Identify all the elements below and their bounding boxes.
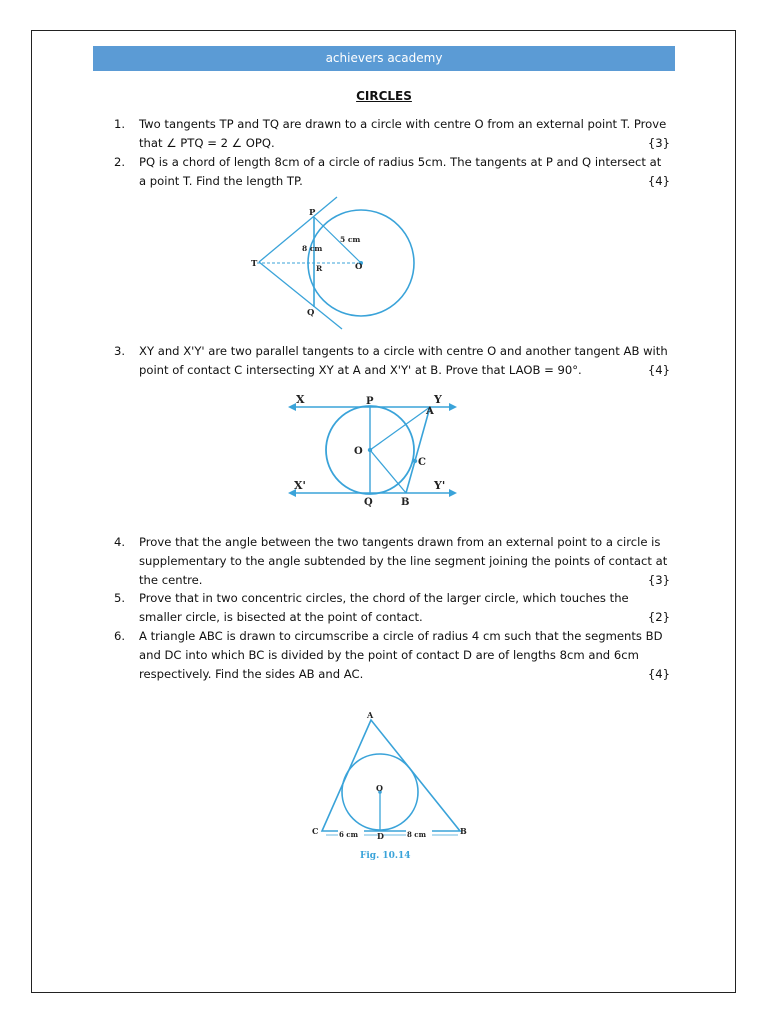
figure-tangents-chord xyxy=(245,195,425,335)
question-1 xyxy=(114,115,670,153)
question-number: 1. xyxy=(114,117,126,131)
question-text: XY and X'Y' are two parallel tangents to a circle with centre O and another tangent AB with point of contact C intersecting XY at A and X'Y' at B. Prove that LAOB = 90°. xyxy=(139,344,668,377)
label-t: T xyxy=(251,259,258,269)
question-marks: {4} xyxy=(647,174,670,188)
label-xp: X' xyxy=(294,479,306,492)
label-chord-length: 8 cm xyxy=(302,244,323,253)
label-a: A xyxy=(426,406,434,417)
figure-parallel-tangents xyxy=(280,388,470,510)
arrow-yp xyxy=(449,489,457,497)
label-db-length: 8 cm xyxy=(407,830,426,839)
question-number: 6. xyxy=(114,629,126,643)
label-o: O xyxy=(354,446,363,457)
header-bar xyxy=(93,46,675,71)
tangent-tp xyxy=(259,197,337,262)
question-text: A triangle ABC is drawn to circumscribe a circle of radius 4 cm such that the segments BD and DC into which BC is divided by the point of contact D are of lengths 8cm and 6cm respectively. Find the sides AB and AC. xyxy=(139,629,663,681)
question-number: 5. xyxy=(114,591,126,605)
label-y: Y xyxy=(434,393,442,406)
label-x: X xyxy=(296,393,305,406)
segment-ob xyxy=(370,450,406,493)
label-r: R xyxy=(316,264,323,273)
label-b: B xyxy=(460,826,467,836)
question-6 xyxy=(114,627,670,684)
figure-incircle-triangle xyxy=(308,706,473,866)
label-radius: 5 cm xyxy=(340,235,361,244)
question-marks: {4} xyxy=(647,363,670,377)
label-yp: Y' xyxy=(434,479,446,492)
arrow-y xyxy=(449,403,457,411)
question-2 xyxy=(114,153,670,191)
triangle-abc xyxy=(322,720,460,831)
question-marks: {3} xyxy=(647,136,670,150)
question-text: Two tangents TP and TQ are drawn to a circle with centre O from an external point T. Prove that ∠ PTQ = 2 ∠ OPQ. xyxy=(139,117,667,150)
question-marks: {2} xyxy=(647,610,670,624)
label-q: Q xyxy=(307,308,315,318)
arrow-x xyxy=(288,403,296,411)
question-5 xyxy=(114,589,670,627)
label-d: D xyxy=(377,831,384,841)
label-c: C xyxy=(418,457,426,468)
header-title: achievers academy xyxy=(325,51,443,65)
question-number: 3. xyxy=(114,344,126,358)
label-cd-length: 6 cm xyxy=(339,830,358,839)
label-q: Q xyxy=(364,497,373,508)
question-number: 4. xyxy=(114,535,126,549)
centre-o-point xyxy=(368,448,372,452)
tangent-ab xyxy=(406,407,430,493)
question-marks: {3} xyxy=(647,573,670,587)
question-text: Prove that in two concentric circles, the chord of the larger circle, which touches the smaller circle, is bisected at the point of contact. xyxy=(139,591,629,624)
question-number: 2. xyxy=(114,155,126,169)
label-a: A xyxy=(367,710,374,720)
section-title: CIRCLES xyxy=(356,89,412,103)
question-text: PQ is a chord of length 8cm of a circle of radius 5cm. The tangents at P and Q intersect at a point T. Find the length TP. xyxy=(139,155,662,188)
segment-oa xyxy=(370,407,430,450)
question-3 xyxy=(114,342,670,380)
figure-caption: Fig. 10.14 xyxy=(360,851,411,861)
question-marks: {4} xyxy=(647,667,670,681)
question-text: Prove that the angle between the two tangents drawn from an external point to a circle is supplementary to the angle subtended by the line segment joining the points of contact at the centre. xyxy=(139,535,668,587)
point-c xyxy=(413,459,417,463)
label-c: C xyxy=(312,826,319,836)
tangent-tq xyxy=(259,262,342,329)
label-p: P xyxy=(309,208,316,218)
label-o: O xyxy=(355,262,363,272)
label-b: B xyxy=(401,497,410,508)
label-p: P xyxy=(366,396,374,407)
label-o: O xyxy=(376,783,383,793)
question-4 xyxy=(114,533,670,590)
